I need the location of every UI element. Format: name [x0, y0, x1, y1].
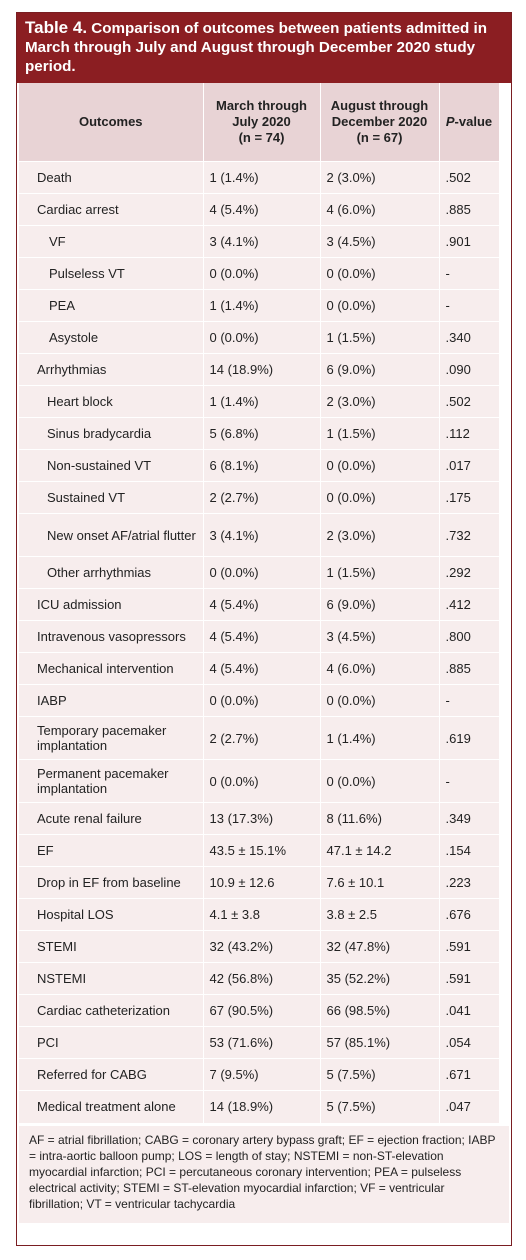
outcomes-table	[19, 83, 500, 1123]
table-row: Asystole 0 (0.0%) 1 (1.5%) .340	[19, 322, 499, 354]
table-row: ICU admission 4 (5.4%) 6 (9.0%) .412	[19, 589, 499, 621]
header-august: August through December 2020 (n = 67)	[320, 83, 439, 162]
table-row: Cardiac arrest 4 (5.4%) 4 (6.0%) .885	[19, 194, 499, 226]
table-row: Sustained VT 2 (2.7%) 0 (0.0%) .175	[19, 482, 499, 514]
table-caption: Comparison of outcomes between patients admitted in March through July and August through December 2020 study period.	[25, 20, 488, 75]
table-row: Drop in EF from baseline 10.9 ± 12.6 7.6 ± 10.1 .223	[19, 867, 499, 899]
table-row: Death 1 (1.4%) 2 (3.0%) .502	[19, 162, 499, 194]
table-row: Hospital LOS 4.1 ± 3.8 3.8 ± 2.5 .676	[19, 899, 499, 931]
table-row: Cardiac catheterization 67 (90.5%) 66 (98.5%) .041	[19, 995, 499, 1027]
table-title	[17, 13, 511, 83]
table-row: STEMI 32 (43.2%) 32 (47.8%) .591	[19, 931, 499, 963]
header-p-value: P-value	[439, 83, 499, 162]
header-row	[19, 83, 499, 162]
table-row: Arrhythmias 14 (18.9%) 6 (9.0%) .090	[19, 354, 499, 386]
table-row: EF 43.5 ± 15.1% 47.1 ± 14.2 .154	[19, 835, 499, 867]
table-row: Heart block 1 (1.4%) 2 (3.0%) .502	[19, 386, 499, 418]
table-row: Medical treatment alone 14 (18.9%) 5 (7.5%) .047	[19, 1091, 499, 1123]
table-row: Referred for CABG 7 (9.5%) 5 (7.5%) .671	[19, 1059, 499, 1091]
table-row: NSTEMI 42 (56.8%) 35 (52.2%) .591	[19, 963, 499, 995]
table-footnote: AF = atrial fibrillation; CABG = coronary artery bypass graft; EF = ejection fraction; IABP = intra-aortic balloon pump; LOS = length of stay; NSTEMI = non-ST-elevation myocardial infarction; PCI = percutaneous coronary intervention; PEA = pulseless electrical activity; STEMI = ST-elevation myocardial infarction; VF = ventricular fibrillation; VT = ventricular tachycardia	[19, 1125, 509, 1223]
table-row: Acute renal failure 13 (17.3%) 8 (11.6%) .349	[19, 803, 499, 835]
table-number: Table 4.	[25, 18, 88, 37]
table-row: Other arrhythmias 0 (0.0%) 1 (1.5%) .292	[19, 557, 499, 589]
table-row: VF 3 (4.1%) 3 (4.5%) .901	[19, 226, 499, 258]
table-row: PEA 1 (1.4%) 0 (0.0%) -	[19, 290, 499, 322]
table-row: Permanent pacemaker implantation 0 (0.0%) 0 (0.0%) -	[19, 760, 499, 803]
table-row: Temporary pacemaker implantation 2 (2.7%) 1 (1.4%) .619	[19, 717, 499, 760]
table-panel	[16, 12, 512, 1246]
table-row: Sinus bradycardia 5 (6.8%) 1 (1.5%) .112	[19, 418, 499, 450]
table-row: Pulseless VT 0 (0.0%) 0 (0.0%) -	[19, 258, 499, 290]
header-outcomes: Outcomes	[19, 83, 203, 162]
header-march: March through July 2020 (n = 74)	[203, 83, 320, 162]
table-row: Non-sustained VT 6 (8.1%) 0 (0.0%) .017	[19, 450, 499, 482]
table-row: New onset AF/atrial flutter 3 (4.1%) 2 (3.0%) .732	[19, 514, 499, 557]
table-row: Intravenous vasopressors 4 (5.4%) 3 (4.5%) .800	[19, 621, 499, 653]
table-row: Mechanical intervention 4 (5.4%) 4 (6.0%) .885	[19, 653, 499, 685]
table-row: PCI 53 (71.6%) 57 (85.1%) .054	[19, 1027, 499, 1059]
table-row: IABP 0 (0.0%) 0 (0.0%) -	[19, 685, 499, 717]
